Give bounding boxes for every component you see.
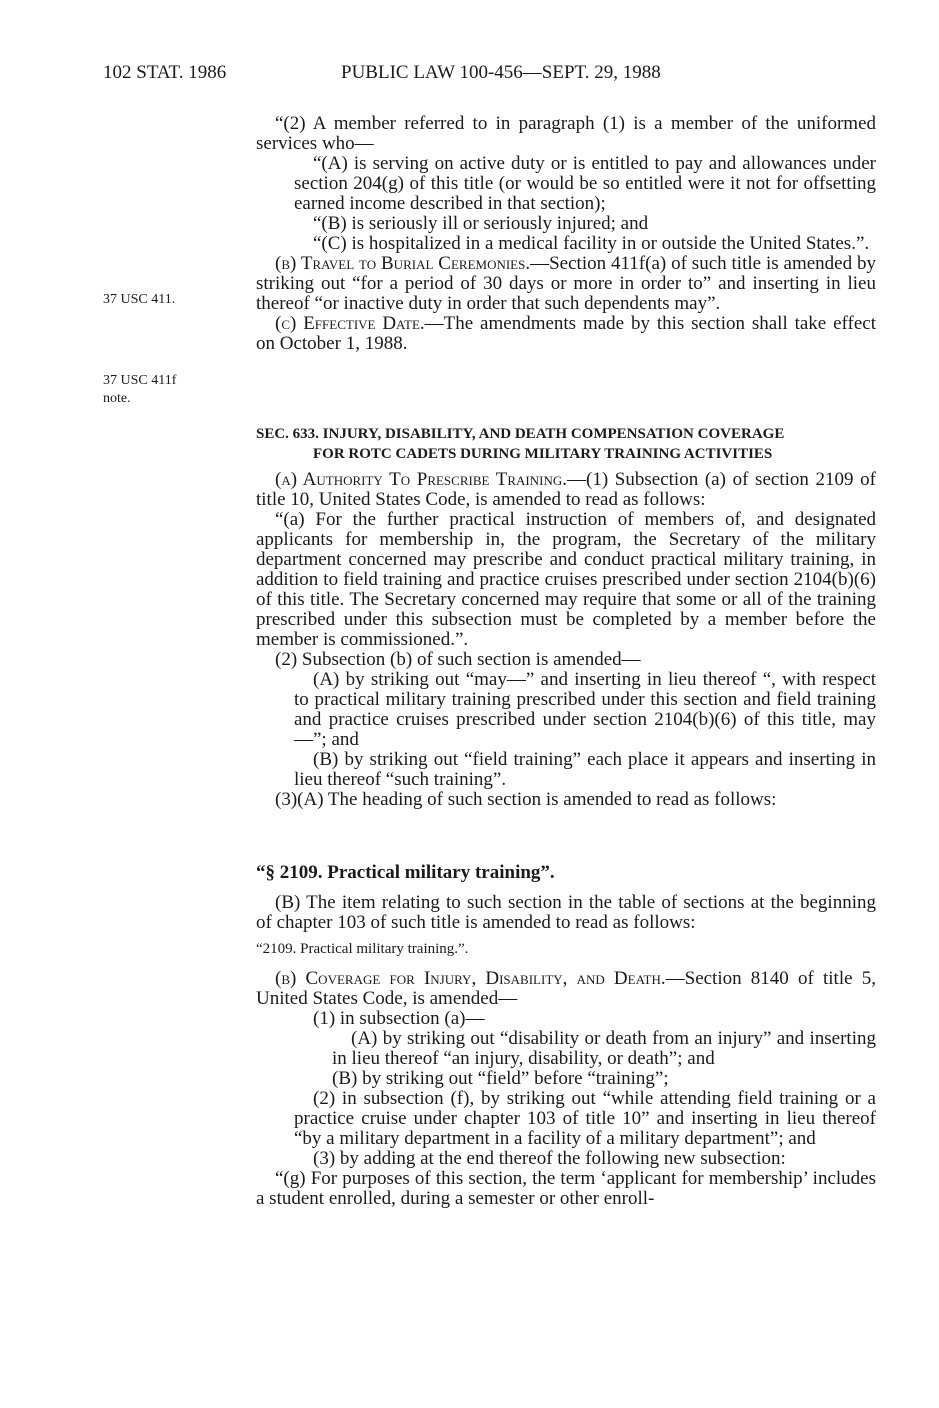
subsection-heading: (c) Effective Date.: [275, 313, 425, 334]
subsection-text: —Section 8140 of title 5, United States Code, is amended—: [256, 968, 876, 1009]
section-heading-line: FOR ROTC CADETS DURING MILITARY TRAINING ACTIVITIES: [313, 446, 773, 462]
public-law-header: PUBLIC LAW 100-456—SEPT. 29, 1988: [341, 62, 661, 83]
paragraph-2-subsection-f: (2) in subsection (f), by striking out “while attending field training or a practice cruise under chapter 103 of title 10” and inserting in lieu thereof “by a military department in a facility of a military department”; and: [294, 1088, 876, 1149]
section-2109-heading: “§ 2109. Practical military training”.: [256, 862, 555, 883]
subsection-heading: (b) Travel to Burial Ceremonies.: [275, 253, 531, 274]
body-block-2: [256, 470, 876, 810]
subsection-text: —(1) Subsection (a) of section 2109 of title 10, United States Code, is amended to read as follows:: [256, 469, 876, 510]
quoted-subsection-a: “(a) For the further practical instruction of members of, and designated applicants for membership in, the program, the Secretary of the military department concerned may prescribe and conduct practical military training, in addition to field training and practice cruises prescribed under section 2104(b)(6) of this title. The Secretary concerned may require that some or all of the training prescribed under this subsection must be completed by a member before the member is commissioned.”.: [256, 509, 876, 650]
margin-note-usc-411f: [103, 372, 176, 408]
section-heading-line: SEC. 633. INJURY, DISABILITY, AND DEATH COMPENSATION COVERAGE: [256, 426, 785, 442]
table-of-sections-item: “2109. Practical military training.”.: [256, 941, 469, 957]
paragraph-3a: (3)(A) The heading of such section is amended to read as follows:: [275, 789, 777, 810]
subsection-heading: (a) Authority To Prescribe Training.: [275, 469, 567, 490]
subsection-text: —Section 411f(a) of such title is amended by striking out “for a period of 30 days or more in order to” and inserting in lieu thereof “or inactive duty in order that such dependents may”.: [256, 253, 876, 314]
paragraph-3: (3) by adding at the end thereof the following new subsection:: [313, 1148, 786, 1169]
new-subsection-g: “(g) For purposes of this section, the term ‘applicant for membership’ includes a student enrolled, during a semester or other enroll-: [256, 1168, 876, 1209]
subsection-heading: (b) Coverage for Injury, Disability, and Death.: [275, 968, 666, 989]
margin-note-usc-411: 37 USC 411.: [103, 292, 176, 307]
subparagraph-c: “(C) is hospitalized in a medical facility in or outside the United States.”.: [313, 233, 870, 254]
subsection-c-effective-date: [256, 314, 876, 354]
paragraph-3b: (B) The item relating to such section in the table of sections at the beginning of chapter 103 of such title is amended to read as follows:: [256, 892, 876, 933]
subparagraph-1b: (B) by striking out “field” before “training”;: [332, 1068, 669, 1089]
paragraph-1: (1) in subsection (a)—: [313, 1008, 485, 1029]
body-block-3: [256, 893, 876, 933]
body-block-4: [256, 969, 876, 1209]
subparagraph-b: “(B) is seriously ill or seriously injured; and: [313, 213, 649, 234]
subparagraph-2a: (A) by striking out “may—” and inserting in lieu thereof “, with respect to practical military training prescribed under this section and field training and practice cruises prescribed under section 2104(b)(6) of this title, may—”; and: [294, 669, 876, 750]
margin-note-line: 37 USC 411f: [103, 373, 177, 388]
paragraph-2-amendment: (2) Subsection (b) of such section is amended—: [275, 649, 641, 670]
subparagraph-a: “(A) is serving on active duty or is entitled to pay and allowances under section 204(g) of this title (or would be so entitled were it not for offsetting earned income described in that section);: [294, 153, 876, 214]
subsection-text: —The amendments made by this section shall take effect on October 1, 1988.: [256, 313, 876, 354]
page-number-header: 102 STAT. 1986: [103, 62, 227, 83]
margin-note-line: note.: [103, 391, 131, 406]
subsection-b-coverage: [256, 969, 876, 1009]
body-block-1: [256, 114, 876, 354]
paragraph-2: “(2) A member referred to in paragraph (1) is a member of the uniformed services who—: [256, 113, 876, 154]
section-633-heading: [256, 424, 876, 464]
subparagraph-2b: (B) by striking out “field training” each place it appears and inserting in lieu thereof “such training”.: [294, 749, 876, 790]
subsection-a-authority: [256, 470, 876, 510]
subparagraph-1a: (A) by striking out “disability or death from an injury” and inserting in lieu thereof “an injury, disability, or death”; and: [332, 1028, 876, 1069]
subsection-b-travel: [256, 254, 876, 314]
